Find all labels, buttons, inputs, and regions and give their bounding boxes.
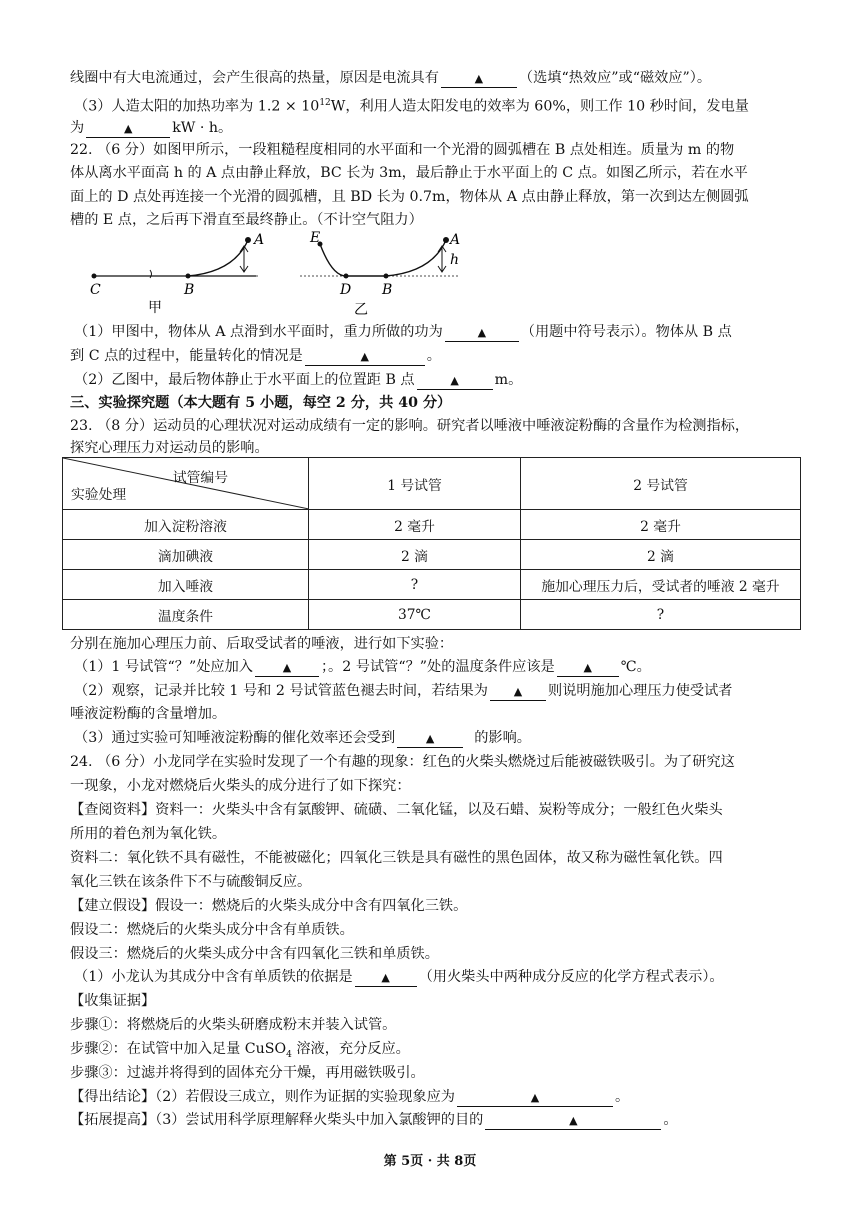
text: W，利用人造太阳发电的效率为 60%，则工作 10 秒时间，发电量 [330, 98, 749, 115]
table-header-row [63, 458, 801, 510]
text: ℃。 [620, 659, 651, 675]
question-22-line: 22. （6 分）如图甲所示，一段粗糙程度相同的水平面和一个光滑的圆弧槽在 B 点处相连。质量为 m 的物 [70, 142, 735, 158]
text: （用火柴头中两种成分反应的化学方程式表示）。 [418, 969, 724, 985]
answer-blank[interactable]: ▲ [485, 1112, 661, 1130]
row-label: 温度条件 [63, 600, 309, 630]
row-label: 加入唾液 [63, 570, 309, 600]
question-24-line: 【建立假设】假设一：燃烧后的火柴头成分中含有四氧化三铁。 [70, 898, 468, 914]
text: 。 [663, 1112, 678, 1128]
text-line [74, 681, 732, 701]
header-tube-1: 1 号试管 [309, 458, 521, 510]
text: 。 [615, 1089, 630, 1105]
section-heading: 三、实验探究题（本大题有 5 小题，每空 2 分，共 40 分） [70, 395, 452, 411]
cell: 2 毫升 [309, 510, 521, 540]
answer-blank[interactable]: ▲ [490, 683, 546, 701]
table-row [63, 510, 801, 540]
text: 【拓展提高】（3）尝试用科学原理解释火柴头中加入氯酸钾的目的 [70, 1112, 484, 1128]
text: 【得出结论】（2）若假设三成立，则作为证据的实验现象应为 [70, 1089, 455, 1105]
text: （3）人造太阳的加热功率为 1.2 × 10 [74, 98, 320, 115]
text: 为 [70, 120, 85, 136]
text: 步骤②：在试管中加入足量 CuSO [70, 1041, 287, 1057]
answer-blank[interactable]: ▲ [255, 659, 319, 677]
text: 则说明施加心理压力使受试者 [548, 683, 733, 699]
text: （1）甲图中，物体从 A 点滑到水平面时，重力所做的功为 [74, 324, 443, 340]
text: kW · h。 [172, 120, 233, 136]
label-E: E [310, 230, 321, 246]
answer-blank[interactable]: ▲ [457, 1089, 613, 1107]
cell: ? [521, 600, 801, 630]
question-23-line: 23. （8 分）运动员的心理状况对运动成绩有一定的影响。研究者以唾液中唾液淀粉酶的含量作为检测指标， [70, 418, 750, 434]
text: （选填“热效应”或“磁效应”）。 [518, 70, 712, 86]
text-line [70, 1039, 410, 1065]
exponent: 12 [319, 98, 331, 108]
text: 溶液，充分反应。 [291, 1041, 410, 1057]
figure-yi [300, 230, 460, 316]
question-22-line: 槽的 E 点，之后再下滑直至最终静止。（不计空气阻力） [70, 212, 423, 228]
text-line: 唾液淀粉酶的含量增加。 [70, 706, 227, 722]
answer-blank[interactable]: ▲ [305, 348, 425, 366]
text-line [74, 322, 732, 342]
text: （3）通过实验可知唾液淀粉酶的催化效率还会受到 [74, 730, 396, 746]
text-line [70, 346, 441, 366]
answer-blank[interactable]: ▲ [445, 324, 519, 342]
answer-blank[interactable]: ▲ [397, 730, 463, 748]
text-line [70, 118, 232, 138]
answer-blank[interactable]: ▲ [86, 120, 170, 138]
text: 线圈中有大电流通过，会产生很高的热量，原因是电流具有 [70, 70, 439, 86]
text: （2）观察，记录并比较 1 号和 2 号试管蓝色褪去时间，若结果为 [74, 683, 488, 699]
question-24-line: 步骤①：将燃烧后的火柴头研磨成粉末并装入试管。 [70, 1017, 397, 1033]
text-line [70, 68, 711, 88]
text-line [74, 370, 522, 390]
table-row [63, 600, 801, 630]
question-24-line: 步骤③：过滤并将得到的固体充分干燥，再用磁铁吸引。 [70, 1065, 425, 1081]
label-D: D [340, 282, 352, 298]
diagonal-header-cell [63, 458, 309, 510]
question-24-line: 假设三：燃烧后的火柴头成分中含有四氧化三铁和单质铁。 [70, 946, 439, 962]
text: ；。2 号试管“？”处的温度条件应该是 [320, 659, 555, 675]
text-line [74, 967, 724, 987]
label-B: B [382, 282, 393, 298]
header-tube-number: 试管编号 [172, 470, 228, 486]
text-line [70, 1110, 678, 1130]
cell: 2 滴 [309, 540, 521, 570]
question-22-line: 体从离水平面高 h 的 A 点由静止释放，BC 长为 3m，最后静止于水平面上的 C 点。如图乙所示，若在水平 [70, 165, 748, 181]
question-24-line: 资料二：氧化铁不具有磁性，不能被磁化；四氧化三铁是具有磁性的黑色固体，故又称为磁性氧化铁。四 [70, 850, 723, 866]
question-24-line: 24. （6 分）小龙同学在实验时发现了一个有趣的现象：红色的火柴头燃烧过后能被磁铁吸引。为了研究这 [70, 754, 735, 770]
caption-jia: 甲 [148, 300, 162, 316]
question-24-line: 所用的着色剂为氧化铁。 [70, 826, 227, 842]
cell: 37℃ [309, 600, 521, 630]
cell: 2 滴 [521, 540, 801, 570]
text: （用题中符号表示）。物体从 B 点 [520, 324, 732, 340]
text-line: 分别在施加心理压力前、后取受试者的唾液，进行如下实验： [70, 636, 454, 652]
experiment-table [62, 457, 801, 630]
label-A: A [450, 232, 461, 248]
answer-blank[interactable]: ▲ [441, 70, 517, 88]
text-line [74, 93, 749, 117]
question-24-line: 【查阅资料】资料一：火柴头中含有氯酸钾、硫磺、二氧化锰，以及石蜡、炭粉等成分；一般红色火柴头 [70, 802, 723, 818]
text: 的影响。 [474, 730, 531, 746]
question-24-line: 【收集证据】 [70, 993, 156, 1009]
row-label: 加入淀粉溶液 [63, 510, 309, 540]
cell: 施加心理压力后，受试者的唾液 2 毫升 [521, 570, 801, 600]
table-row [63, 570, 801, 600]
row-label: 滴加碘液 [63, 540, 309, 570]
cell: 2 毫升 [521, 510, 801, 540]
answer-blank[interactable]: ▲ [355, 969, 417, 987]
question-23-line: 探究心理压力对运动员的影响。 [70, 440, 269, 456]
table-row [63, 540, 801, 570]
text-line [74, 728, 531, 748]
answer-blank[interactable]: ▲ [417, 372, 493, 390]
question-24-line: 氧化三铁在该条件下不与硫酸铜反应。 [70, 874, 312, 890]
label-h: h [450, 252, 460, 268]
cell: ? [309, 570, 521, 600]
text: 。 [426, 348, 441, 364]
text: m。 [494, 372, 523, 388]
text: 到 C 点的过程中，能量转化的情况是 [70, 348, 303, 364]
text: （1）1 号试管“？”处应加入 [74, 659, 253, 675]
question-22-line: 面上的 D 点处再连接一个光滑的圆弧槽，且 BD 长为 0.7m，物体从 A 点由静止释放，第一次到达左侧圆弧 [70, 189, 749, 205]
text: （1）小龙认为其成分中含有单质铁的依据是 [74, 969, 353, 985]
caption-yi: 乙 [354, 302, 368, 316]
text-line [70, 1087, 629, 1107]
subscript: 4 [286, 1049, 292, 1060]
question-24-line: 假设二：燃烧后的火柴头成分中含有单质铁。 [70, 922, 354, 938]
header-treatment: 实验处理 [71, 487, 127, 503]
header-tube-2: 2 号试管 [521, 458, 801, 510]
figure-jia-yi [84, 230, 484, 316]
figure-jia [90, 232, 264, 316]
answer-blank[interactable]: ▲ [557, 659, 619, 677]
label-A: A [254, 232, 265, 248]
label-B: B [184, 282, 195, 298]
label-C: C [90, 282, 101, 298]
question-24-line: 一现象，小龙对燃烧后火柴头的成分进行了如下探究： [70, 778, 411, 794]
text: （2）乙图中，最后物体静止于水平面上的位置距 B 点 [74, 372, 415, 388]
page-footer: 第 5页 · 共 8页 [383, 1154, 477, 1169]
text-line [74, 657, 651, 677]
